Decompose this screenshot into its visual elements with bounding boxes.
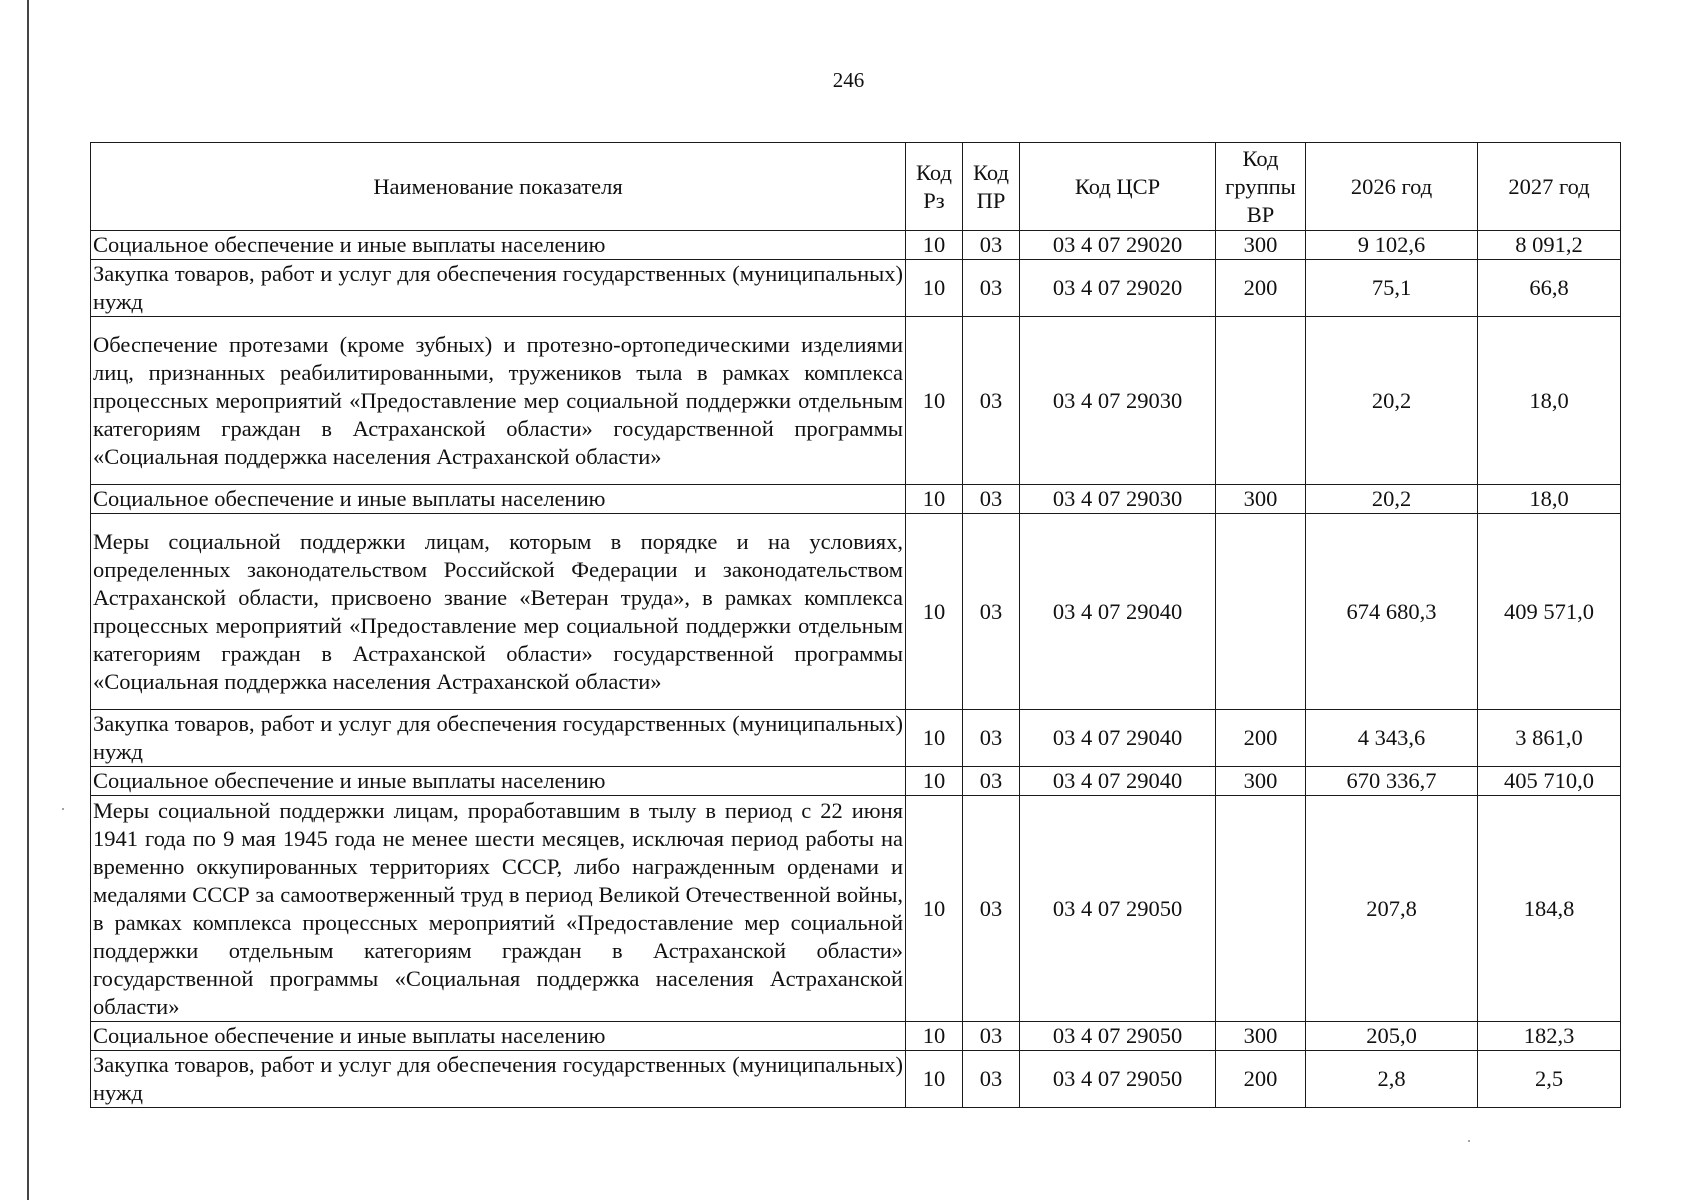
cell-2026: 2,8 — [1306, 1051, 1478, 1108]
cell-pr: 03 — [963, 1051, 1020, 1108]
header-name: Наименование показателя — [91, 143, 906, 231]
header-vr: Код группы ВР — [1216, 143, 1306, 231]
cell-2027: 409 571,0 — [1478, 514, 1621, 710]
cell-2026: 4 343,6 — [1306, 710, 1478, 767]
cell-vr — [1216, 317, 1306, 485]
table-header-row — [91, 143, 1621, 231]
cell-rz: 10 — [906, 485, 963, 514]
table-row — [91, 485, 1621, 514]
cell-pr: 03 — [963, 514, 1020, 710]
cell-rz: 10 — [906, 767, 963, 796]
cell-2027: 66,8 — [1478, 260, 1621, 317]
cell-csr: 03 4 07 29030 — [1020, 317, 1216, 485]
cell-csr: 03 4 07 29020 — [1020, 231, 1216, 260]
header-rz: Код Рз — [906, 143, 963, 231]
table-row — [91, 260, 1621, 317]
cell-2026: 207,8 — [1306, 796, 1478, 1022]
cell-vr: 300 — [1216, 767, 1306, 796]
cell-2027: 8 091,2 — [1478, 231, 1621, 260]
cell-rz: 10 — [906, 710, 963, 767]
cell-vr: 300 — [1216, 1022, 1306, 1051]
cell-pr: 03 — [963, 1022, 1020, 1051]
cell-rz: 10 — [906, 317, 963, 485]
cell-csr: 03 4 07 29050 — [1020, 1022, 1216, 1051]
cell-name: Социальное обеспечение и иные выплаты населению — [91, 231, 906, 260]
table-row — [91, 767, 1621, 796]
cell-name: Закупка товаров, работ и услуг для обеспечения государственных (муниципальных) нужд — [91, 260, 906, 317]
table-row — [91, 796, 1621, 1022]
cell-pr: 03 — [963, 767, 1020, 796]
cell-2026: 20,2 — [1306, 485, 1478, 514]
cell-rz: 10 — [906, 260, 963, 317]
cell-csr: 03 4 07 29020 — [1020, 260, 1216, 317]
cell-rz: 10 — [906, 231, 963, 260]
cell-2027: 18,0 — [1478, 485, 1621, 514]
cell-2026: 670 336,7 — [1306, 767, 1478, 796]
cell-pr: 03 — [963, 796, 1020, 1022]
cell-2027: 2,5 — [1478, 1051, 1621, 1108]
cell-name: Обеспечение протезами (кроме зубных) и протезно-ортопедическими изделиями лиц, признанных реабилитированными, тружеников тыла в рамках комплекса процессных мероприятий «Предоставление мер социальной поддержки отдельным категориям граждан в Астраханской области» государственной программы «Социальная поддержка населения Астраханской области» — [91, 317, 906, 485]
table-row — [91, 710, 1621, 767]
cell-name: Социальное обеспечение и иные выплаты населению — [91, 485, 906, 514]
scan-speck — [62, 808, 64, 810]
cell-pr: 03 — [963, 485, 1020, 514]
table-row — [91, 1051, 1621, 1108]
cell-csr: 03 4 07 29040 — [1020, 767, 1216, 796]
header-pr: Код ПР — [963, 143, 1020, 231]
cell-vr: 200 — [1216, 1051, 1306, 1108]
header-csr: Код ЦСР — [1020, 143, 1216, 231]
page-number: 246 — [832, 68, 865, 92]
cell-2027: 405 710,0 — [1478, 767, 1621, 796]
budget-table — [90, 142, 1621, 1108]
cell-2027: 184,8 — [1478, 796, 1621, 1022]
cell-rz: 10 — [906, 1051, 963, 1108]
cell-2026: 20,2 — [1306, 317, 1478, 485]
cell-pr: 03 — [963, 260, 1020, 317]
cell-name: Социальное обеспечение и иные выплаты населению — [91, 767, 906, 796]
cell-name: Меры социальной поддержки лицам, которым в порядке и на условиях, определенных законодательством Российской Федерации и законодательством Астраханской области, присвоено звание «Ветеран труда», в рамках комплекса процессных мероприятий «Предоставление мер социальной поддержки отдельным категориям граждан в Астраханской области» государственной программы «Социальная поддержка населения Астраханской области» — [91, 514, 906, 710]
cell-pr: 03 — [963, 231, 1020, 260]
cell-2027: 18,0 — [1478, 317, 1621, 485]
cell-2026: 674 680,3 — [1306, 514, 1478, 710]
cell-2026: 205,0 — [1306, 1022, 1478, 1051]
header-2026: 2026 год — [1306, 143, 1478, 231]
cell-name: Меры социальной поддержки лицам, проработавшим в тылу в период с 22 июня 1941 года по 9 мая 1945 года не менее шести месяцев, исключая период работы на временно оккупированных территориях СССР, либо награжденным орденами и медалями СССР за самоотверженный труд в период Великой Отечественной войны, в рамках комплекса процессных мероприятий «Предоставление мер социальной поддержки отдельным категориям граждан в Астраханской области» государственной программы «Социальная поддержка населения Астраханской области» — [91, 796, 906, 1022]
table-row — [91, 514, 1621, 710]
cell-2026: 75,1 — [1306, 260, 1478, 317]
cell-rz: 10 — [906, 1022, 963, 1051]
page-edge-line — [27, 0, 29, 1200]
cell-rz: 10 — [906, 796, 963, 1022]
cell-vr — [1216, 796, 1306, 1022]
cell-pr: 03 — [963, 710, 1020, 767]
cell-csr: 03 4 07 29030 — [1020, 485, 1216, 514]
cell-vr: 200 — [1216, 260, 1306, 317]
cell-vr: 300 — [1216, 231, 1306, 260]
table-row — [91, 1022, 1621, 1051]
cell-csr: 03 4 07 29050 — [1020, 1051, 1216, 1108]
cell-name: Закупка товаров, работ и услуг для обеспечения государственных (муниципальных) нужд — [91, 1051, 906, 1108]
header-2027: 2027 год — [1478, 143, 1621, 231]
cell-2027: 3 861,0 — [1478, 710, 1621, 767]
cell-vr: 200 — [1216, 710, 1306, 767]
cell-csr: 03 4 07 29040 — [1020, 710, 1216, 767]
cell-2026: 9 102,6 — [1306, 231, 1478, 260]
cell-vr: 300 — [1216, 485, 1306, 514]
table-row — [91, 317, 1621, 485]
cell-2027: 182,3 — [1478, 1022, 1621, 1051]
cell-name: Закупка товаров, работ и услуг для обеспечения государственных (муниципальных) нужд — [91, 710, 906, 767]
cell-rz: 10 — [906, 514, 963, 710]
cell-name: Социальное обеспечение и иные выплаты населению — [91, 1022, 906, 1051]
cell-vr — [1216, 514, 1306, 710]
cell-csr: 03 4 07 29040 — [1020, 514, 1216, 710]
cell-csr: 03 4 07 29050 — [1020, 796, 1216, 1022]
cell-pr: 03 — [963, 317, 1020, 485]
scan-speck — [1468, 1140, 1470, 1142]
table-row — [91, 231, 1621, 260]
